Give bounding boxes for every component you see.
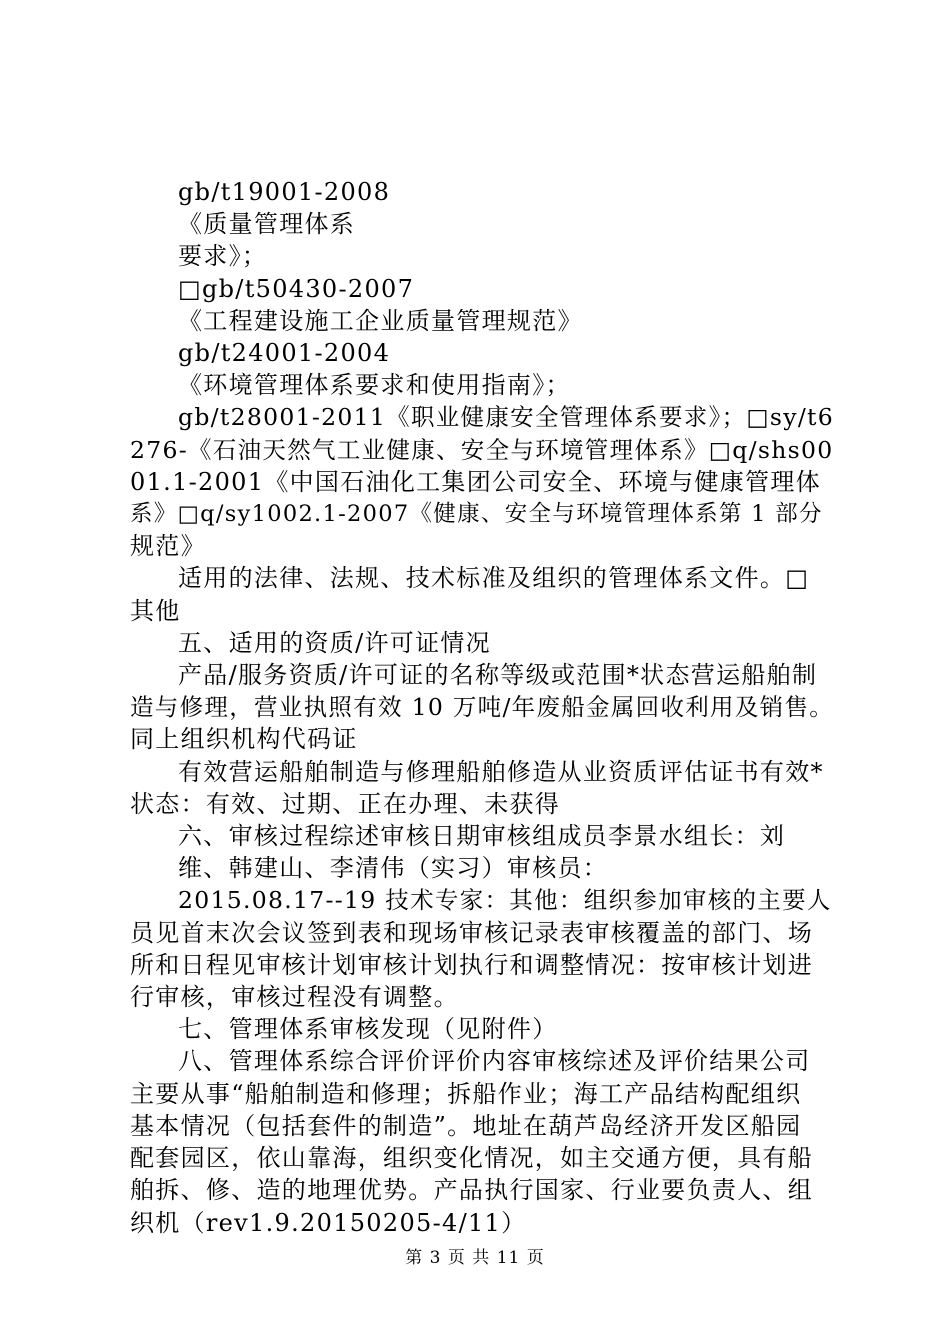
- text-line: 织机（rev1.9.20150205-4/11）: [130, 1208, 527, 1237]
- text-line: 造与修理，营业执照有效 10 万吨/年废船金属回收利用及销售。: [130, 693, 835, 722]
- text-line: 七、管理体系审核发现（见附件）: [178, 1015, 558, 1044]
- text-line: 基本情况（包括套件的制造”。地址在葫芦岛经济开发区船园: [130, 1111, 802, 1140]
- text-line: 有效营运船舶制造与修理船舶修造从业资质评估证书有效*: [178, 757, 824, 786]
- text-line: 规范》: [130, 532, 206, 561]
- text-line: 系》□q/sy1002.1-2007《健康、安全与环境管理体系第 1 部分: [130, 501, 823, 528]
- text-line: gb/t24001-2004: [178, 339, 391, 368]
- text-line: 要求》；: [178, 242, 268, 271]
- text-line: 主要从事“船舶制造和修理；拆船作业；海工产品结构配组织: [130, 1079, 802, 1108]
- text-line: 01.1-2001《中国石油化工集团公司安全、环境与健康管理体: [130, 467, 821, 496]
- text-line: 八、管理体系综合评价评价内容审核综述及评价结果公司: [178, 1047, 811, 1076]
- text-line: 员见首末次会议签到表和现场审核记录表审核覆盖的部门、场: [130, 918, 814, 947]
- text-line: 《环境管理体系要求和使用指南》；: [178, 371, 571, 400]
- text-line: 其他: [130, 596, 181, 625]
- text-line: 适用的法律、法规、技术标准及组织的管理体系文件。□: [178, 564, 810, 593]
- text-line: 五、适用的资质/许可证情况: [178, 628, 491, 657]
- text-line: gb/t19001-2008: [178, 178, 391, 206]
- text-line: 六、审核过程综述审核日期审核组成员李景水组长：刘: [178, 822, 786, 851]
- page-footer: 第 3 页 共 11 页: [405, 1248, 545, 1268]
- text-line: 同上组织机构代码证: [130, 725, 358, 754]
- text-line: 维、韩建山、李清伟（实习）审核员：: [178, 854, 609, 883]
- text-line: 所和日程见审核计划审核计划执行和调整情况：按审核计划进: [130, 950, 814, 979]
- document-body: [130, 176, 835, 1239]
- text-line: 状态：有效、过期、正在办理、未获得: [130, 789, 561, 818]
- text-line: gb/t28001-2011《职业健康安全管理体系要求》；□sy/t6: [178, 403, 835, 432]
- text-line: 《工程建设施工企业质量管理规范》: [178, 306, 583, 335]
- text-line: 配套园区，依山靠海，组织变化情况，如主交通方便，具有船: [130, 1144, 814, 1173]
- text-line: □gb/t50430-2007: [178, 274, 415, 303]
- text-line: 《质量管理体系: [178, 210, 356, 239]
- text-line: 276-《石油天然气工业健康、安全与环境管理体系》□q/shs00: [130, 435, 834, 464]
- text-line: 产品/服务资质/许可证的名称等级或范围*状态营运船舶制: [178, 661, 818, 690]
- text-line: 舶拆、修、造的地理优势。产品执行国家、行业要负责人、组: [130, 1176, 814, 1205]
- text-line: 行审核，审核过程没有调整。: [130, 983, 459, 1012]
- text-line: 2015.08.17--19 技术专家：其他：组织参加审核的主要人: [178, 886, 832, 915]
